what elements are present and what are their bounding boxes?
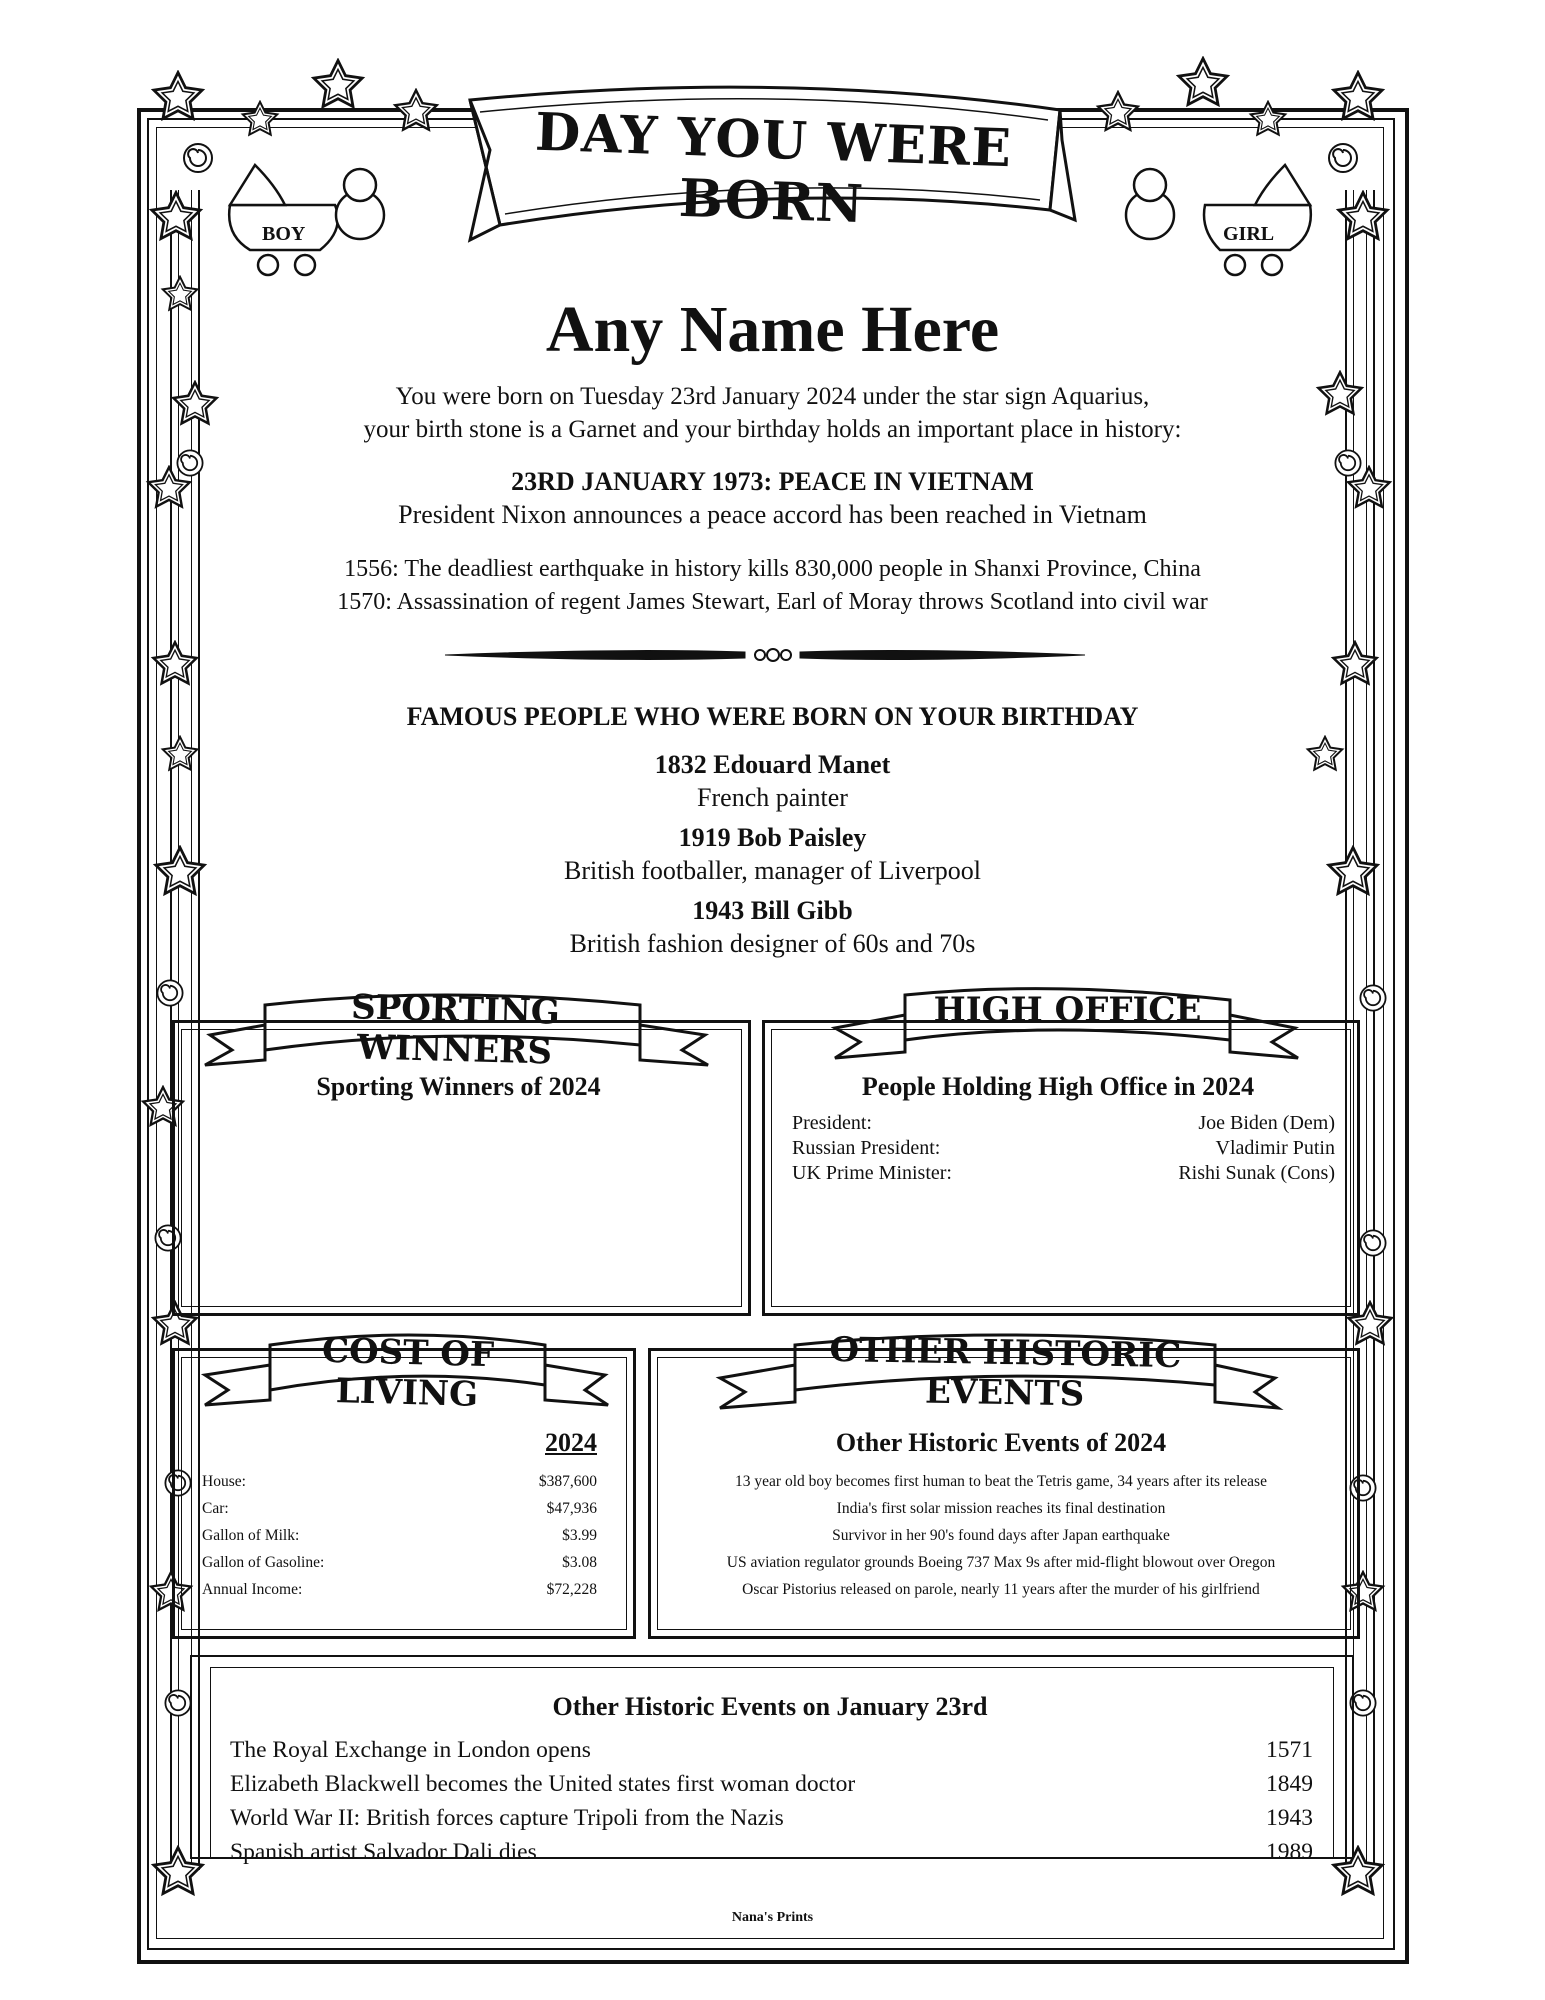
cost-banner-text: COST OF LIVING <box>321 1330 495 1415</box>
january-event-text: World War II: British forces capture Tripoli from the Nazis <box>230 1805 784 1831</box>
star-icon <box>1334 73 1382 119</box>
january-events-title: Other Historic Events on January 23rd <box>552 1692 988 1721</box>
high-office-banner-text: HIGH OFFICE <box>933 990 1202 1030</box>
scroll-icon <box>165 1690 190 1715</box>
january-event-year: 1989 <box>1266 1839 1313 1865</box>
cost-label: Annual Income: <box>202 1581 303 1598</box>
office-label: UK Prime Minister: <box>792 1162 952 1184</box>
star-icon <box>154 73 202 119</box>
famous-people-heading: FAMOUS PEOPLE WHO WERE BORN ON YOUR BIRTHDAY <box>406 702 1139 731</box>
intro-line-1: You were born on Tuesday 23rd January 2024 under the star sign Aquarius, <box>395 383 1150 410</box>
cost-value: $72,228 <box>546 1581 597 1598</box>
january-event-text: Elizabeth Blackwell becomes the United states first woman doctor <box>230 1771 856 1797</box>
headline-event-description: President Nixon announces a peace accord has been reached in Vietnam <box>398 500 1147 529</box>
cost-label: House: <box>202 1473 246 1490</box>
january-event-text: Spanish artist Salvador Dali dies <box>230 1839 537 1865</box>
other-event-item: Oscar Pistorius released on parole, nearly 11 years after the murder of his girlfriend <box>742 1581 1260 1598</box>
scroll-icon <box>1329 144 1357 172</box>
other-event-item: India's first solar mission reaches its final destination <box>836 1500 1166 1517</box>
scroll-icon <box>184 144 212 172</box>
cost-year: 2024 <box>545 1428 597 1457</box>
office-label: President: <box>792 1112 872 1134</box>
star-icon <box>395 90 436 129</box>
star-icon <box>153 642 196 683</box>
office-label: Russian President: <box>792 1137 941 1159</box>
other-event-item: US aviation regulator grounds Boeing 737 Max 9s after mid-flight blowout over Oregon <box>726 1554 1276 1571</box>
other-event-item: 13 year old boy becomes first human to beat the Tetris game, 34 years after its release <box>735 1473 1267 1490</box>
office-value: Rishi Sunak (Cons) <box>1178 1162 1335 1184</box>
famous-person-name: 1943 Bill Gibb <box>692 896 853 925</box>
other-events-banner-text: OTHER HISTORIC EVENTS <box>829 1329 1182 1415</box>
scroll-icon <box>1360 1230 1385 1255</box>
cost-label: Car: <box>202 1500 229 1517</box>
cost-value: $3.08 <box>562 1554 597 1571</box>
famous-person-name: 1919 Bob Paisley <box>678 823 867 852</box>
person-name: Any Name Here <box>545 293 1000 366</box>
divider-flourish <box>445 649 1085 661</box>
headline-event-title: 23RD JANUARY 1973: PEACE IN VIETNAM <box>511 467 1034 496</box>
sporting-banner-text: SPORTING WINNERS <box>350 987 561 1073</box>
girl-pram-icon <box>1126 165 1311 275</box>
sporting-title: Sporting Winners of 2024 <box>316 1072 601 1101</box>
january-event-year: 1849 <box>1266 1771 1313 1797</box>
title-banner-text: DAY YOU WERE BORN <box>534 101 1013 236</box>
scroll-icon <box>1360 985 1385 1010</box>
star-icon <box>1179 59 1227 105</box>
famous-person-name: 1832 Edouard Manet <box>654 750 891 779</box>
high-office-title: People Holding High Office in 2024 <box>861 1072 1255 1101</box>
history-line: 1556: The deadliest earthquake in history kills 830,000 people in Shanxi Province, China <box>344 556 1201 582</box>
cost-label: Gallon of Milk: <box>202 1527 300 1544</box>
other-events-title: Other Historic Events of 2024 <box>835 1428 1167 1457</box>
star-icon <box>1098 92 1138 130</box>
footer-credit: Nana's Prints <box>731 1910 814 1925</box>
january-event-year: 1943 <box>1266 1805 1313 1831</box>
intro-line-2: your birth stone is a Garnet and your birthday holds an important place in history: <box>363 416 1182 443</box>
cost-label: Gallon of Gasoline: <box>202 1554 325 1571</box>
scroll-icon <box>1350 1690 1375 1715</box>
girl-label: GIRL <box>1223 223 1275 245</box>
boy-pram-icon <box>229 165 384 275</box>
star-icon <box>152 193 200 239</box>
star-icon <box>243 102 278 135</box>
star-icon <box>1333 642 1376 683</box>
office-value: Joe Biden (Dem) <box>1198 1112 1335 1134</box>
star-icon <box>1339 193 1387 239</box>
star-icon <box>314 61 362 107</box>
famous-person-desc: French painter <box>697 783 848 812</box>
cost-value: $387,600 <box>538 1473 597 1490</box>
famous-person-desc: British fashion designer of 60s and 70s <box>569 929 976 958</box>
scroll-icon <box>157 980 182 1005</box>
office-value: Vladimir Putin <box>1215 1137 1335 1159</box>
january-event-text: The Royal Exchange in London opens <box>230 1737 591 1763</box>
star-icon <box>1251 102 1286 135</box>
cost-value: $47,936 <box>546 1500 597 1517</box>
january-event-year: 1571 <box>1266 1737 1313 1763</box>
cost-value: $3.99 <box>562 1527 597 1544</box>
famous-person-desc: British footballer, manager of Liverpool <box>563 856 981 885</box>
history-line: 1570: Assassination of regent James Stewart, Earl of Moray throws Scotland into civil war <box>337 589 1208 615</box>
boy-label: BOY <box>262 223 306 245</box>
other-event-item: Survivor in her 90's found days after Japan earthquake <box>832 1527 1170 1544</box>
